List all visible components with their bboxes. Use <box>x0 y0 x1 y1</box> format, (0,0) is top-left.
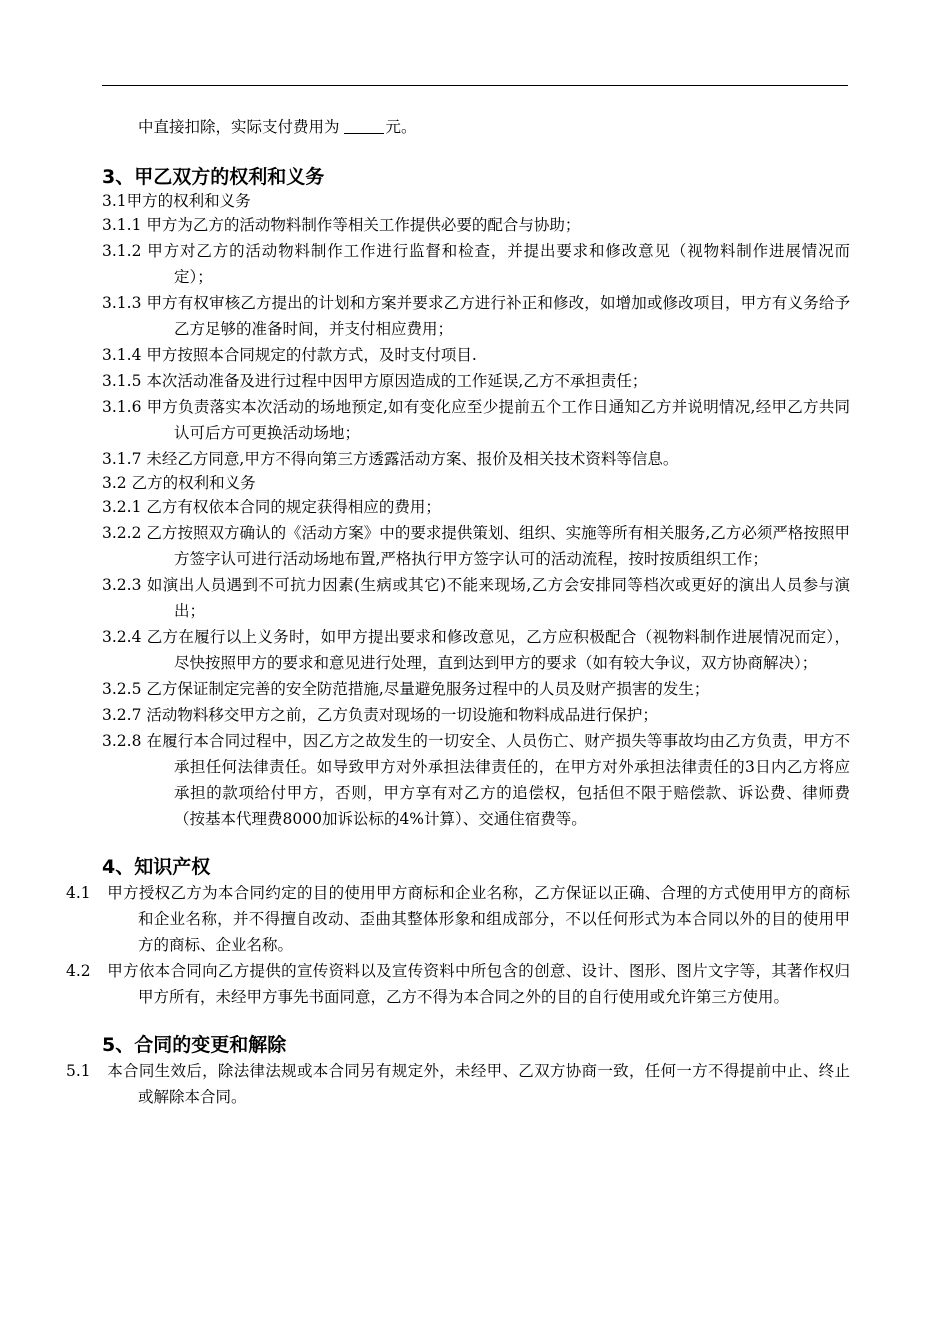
clause-number: 3.2.7 <box>102 706 142 724</box>
section4-heading: 4、知识产权 <box>102 856 211 878</box>
clause-text: 乙方保证制定完善的安全防范措施,尽量避免服务过程中的人员及财产损害的发生； <box>146 680 710 698</box>
clause-item <box>102 342 850 368</box>
clause-text: 本合同生效后，除法律法规或本合同另有规定外，未经甲、乙双方协商一致，任何一方不得提前中止、终止或解除本合同。 <box>107 1062 850 1106</box>
header-rule <box>102 85 848 86</box>
section3-1-items <box>102 212 850 472</box>
clause-text: 乙方有权依本合同的规定获得相应的费用； <box>146 498 441 516</box>
section3-sub1: 3.1甲方的权利和义务 <box>102 192 251 210</box>
clause-item <box>102 494 850 520</box>
section5-heading: 5、合同的变更和解除 <box>102 1034 287 1056</box>
clause-text: 活动物料移交甲方之前，乙方负责对现场的一切设施和物料成品进行保护； <box>146 706 658 724</box>
amount-blank <box>344 119 384 134</box>
clause-number: 3.2.8 <box>102 732 142 750</box>
clause-number: 3.2.3 <box>102 576 142 594</box>
section3-heading: 3、甲乙双方的权利和义务 <box>102 166 325 188</box>
clause-item: 5.1 本合同生效后，除法律法规或本合同另有规定外，未经甲、乙双方协商一致，任何一方不得提前中止、终止或解除本合同。 <box>66 1062 850 1106</box>
continued-text: 中直接扣除，实际支付费用为 <box>138 118 340 136</box>
clause-item <box>102 238 850 290</box>
section3-2-items <box>102 494 850 832</box>
clause-item <box>102 728 850 832</box>
clause-number: 3.1.3 <box>102 294 142 312</box>
clause-text: 未经乙方同意,甲方不得向第三方透露活动方案、报价及相关技术资料等信息。 <box>146 450 679 468</box>
clause-number: 3.1.6 <box>102 398 142 416</box>
clause-number: 3.2.5 <box>102 680 142 698</box>
clause-item: 4.1 甲方授权乙方为本合同约定的目的使用甲方商标和企业名称，乙方保证以正确、合理的方式使用甲方的商标和企业名称，并不得擅自改动、歪曲其整体形象和组成部分，不以任何形式为本合同以外的目的使用甲方的商标、企业名称。 <box>66 884 850 954</box>
section4-items <box>66 880 850 1010</box>
clause-number: 3.2.4 <box>102 628 142 646</box>
clause-text: 甲方有权审核乙方提出的计划和方案并要求乙方进行补正和修改，如增加或修改项目，甲方有义务给予乙方足够的准备时间，并支付相应费用； <box>146 294 850 338</box>
clause-number: 3.2.1 <box>102 498 142 516</box>
clause-number: 3.1.1 <box>102 216 142 234</box>
section5-items <box>66 1058 850 1110</box>
continued-line <box>102 114 850 140</box>
clause-text: 本次活动准备及进行过程中因甲方原因造成的工作延误,乙方不承担责任； <box>146 372 648 390</box>
clause-number: 3.1.5 <box>102 372 142 390</box>
clause-text: 甲方负责落实本次活动的场地预定,如有变化应至少提前五个工作日通知乙方并说明情况,经甲乙方共同认可后方可更换活动场地； <box>146 398 850 442</box>
clause-item <box>102 290 850 342</box>
section3-sub2: 3.2 乙方的权利和义务 <box>102 474 256 492</box>
clause-text: 甲方对乙方的活动物料制作工作进行监督和检查，并提出要求和修改意见（视物料制作进展情况而定）； <box>147 242 850 286</box>
clause-item <box>102 702 850 728</box>
clause-number: 3.2.2 <box>102 524 142 542</box>
clause-number: 3.1.7 <box>102 450 142 468</box>
clause-text: 甲方按照本合同规定的付款方式，及时支付项目. <box>146 346 477 364</box>
clause-text: 甲方授权乙方为本合同约定的目的使用甲方商标和企业名称，乙方保证以正确、合理的方式使用甲方的商标和企业名称，并不得擅自改动、歪曲其整体形象和组成部分，不以任何形式为本合同以外的目的使用甲方的商标、企业名称。 <box>107 884 850 954</box>
clause-text: 在履行本合同过程中，因乙方之故发生的一切安全、人员伤亡、财产损失等事故均由乙方负责，甲方不承担任何法律责任。如导致甲方对外承担法律责任的，在甲方对外承担法律责任的3日内乙方将应承担的款项给付甲方，否则，甲方享有对乙方的追偿权，包括但不限于赔偿款、诉讼费、律师费（按基本代理费8000加诉讼标的4%计算）、交通住宿费等。 <box>146 732 850 828</box>
clause-item <box>102 212 850 238</box>
document-body <box>66 114 850 1110</box>
clause-text: 如演出人员遇到不可抗力因素(生病或其它)不能来现场,乙方会安排同等档次或更好的演出人员参与演出； <box>146 576 850 620</box>
clause-item <box>102 520 850 572</box>
clause-text: 乙方在履行以上义务时，如甲方提出要求和修改意见，乙方应积极配合（视物料制作进展情况而定），尽快按照甲方的要求和意见进行处理，直到达到甲方的要求（如有较大争议，双方协商解决）； <box>146 628 850 672</box>
clause-text: 甲方依本合同向乙方提供的宣传资料以及宣传资料中所包含的创意、设计、图形、图片文字等，其著作权归甲方所有，未经甲方事先书面同意，乙方不得为本合同之外的目的自行使用或允许第三方使用。 <box>107 962 850 1006</box>
clause-item <box>102 446 850 472</box>
clause-number: 3.1.2 <box>102 242 142 260</box>
clause-text: 甲方为乙方的活动物料制作等相关工作提供必要的配合与协助； <box>146 216 581 234</box>
clause-item: 4.2 甲方依本合同向乙方提供的宣传资料以及宣传资料中所包含的创意、设计、图形、图片文字等，其著作权归甲方所有，未经甲方事先书面同意，乙方不得为本合同之外的目的自行使用或允许第三方使用。 <box>66 962 850 1006</box>
continued-suffix: 元。 <box>385 118 417 136</box>
clause-item <box>102 676 850 702</box>
clause-number: 3.1.4 <box>102 346 142 364</box>
clause-item <box>102 624 850 676</box>
clause-item <box>102 572 850 624</box>
clause-item <box>102 368 850 394</box>
clause-text: 乙方按照双方确认的《活动方案》中的要求提供策划、组织、实施等所有相关服务,乙方必须严格按照甲方签字认可进行活动场地布置,严格执行甲方签字认可的活动流程，按时按质组织工作； <box>146 524 850 568</box>
clause-item <box>102 394 850 446</box>
